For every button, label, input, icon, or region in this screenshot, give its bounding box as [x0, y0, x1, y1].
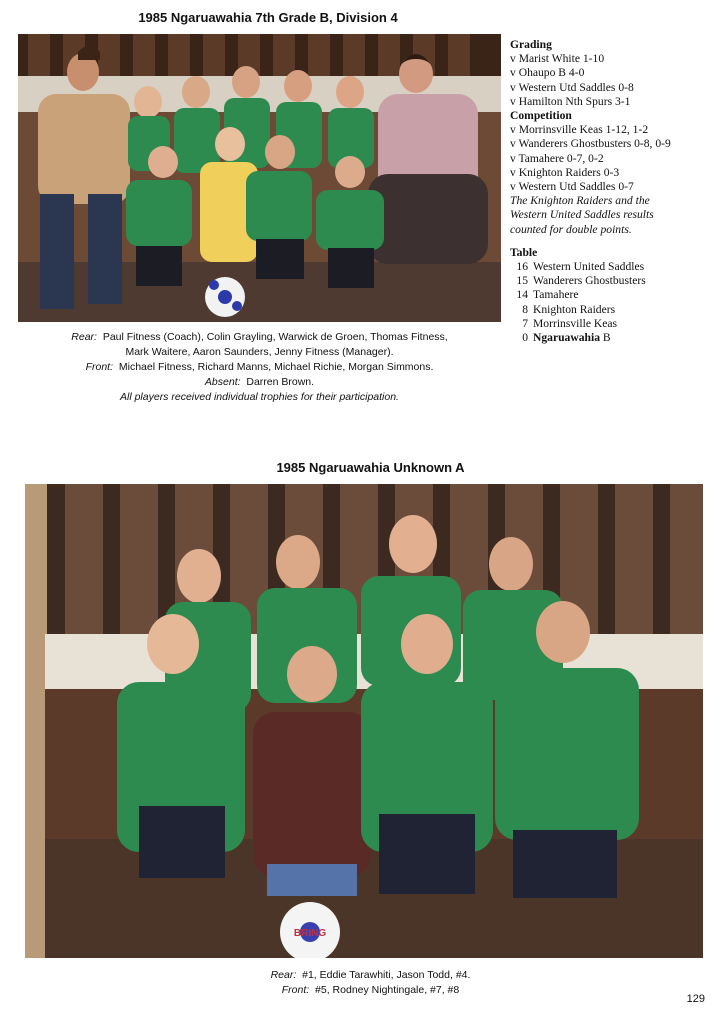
- results-note-3: counted for double points.: [510, 222, 632, 236]
- table-row: [510, 288, 715, 302]
- table-team: Wanderers Ghostbusters: [533, 274, 646, 288]
- front-names: Michael Fitness, Richard Manns, Michael Richie, Morgan Simmons.: [118, 361, 434, 373]
- competition-result: v Knighton Raiders 0-3: [510, 165, 620, 179]
- table-row: [510, 260, 715, 274]
- ball-label: BRING: [293, 928, 327, 939]
- grading-result: v Western Utd Saddles 0-8: [510, 80, 634, 94]
- table-row: [510, 331, 715, 345]
- front-names: #5, Rodney Nightingale, #7, #8: [315, 984, 460, 996]
- team1-caption-rear-line2: Mark Waitere, Aaron Saunders, Jenny Fitness (Manager).: [125, 346, 394, 358]
- table-team: Western United Saddles: [533, 260, 645, 274]
- front-label: Front:: [85, 361, 114, 373]
- team1-caption-note: All players received individual trophies for their participation.: [120, 391, 399, 403]
- rear-label: Rear:: [71, 331, 97, 343]
- absent-label: Absent:: [204, 376, 241, 388]
- competition-result: v Western Utd Saddles 0-7: [510, 180, 634, 194]
- front-label: Front:: [281, 984, 310, 996]
- page-number: 129: [686, 993, 705, 1005]
- table-points: 16: [516, 260, 528, 274]
- grading-heading: Grading: [510, 38, 552, 51]
- team1-caption: [18, 330, 501, 405]
- results-panel: [510, 38, 715, 345]
- team1-title: 1985 Ngaruawahia 7th Grade B, Division 4: [138, 10, 398, 25]
- table-points: 8: [522, 302, 528, 316]
- table-team-rest: B: [600, 331, 611, 345]
- competition-result: v Wanderers Ghostbusters 0-8, 0-9: [510, 137, 671, 151]
- team1-caption-front: [18, 360, 501, 375]
- rear-names-1: Paul Fitness (Coach), Colin Grayling, Warwick de Groen, Thomas Fitness,: [102, 331, 448, 343]
- grading-result: v Ohaupo B 4-0: [510, 66, 585, 80]
- table-row: [510, 303, 715, 317]
- team1-photo: [18, 34, 501, 322]
- table-points: 7: [522, 316, 528, 330]
- competition-result: v Morrinsville Keas 1-12, 1-2: [510, 123, 649, 137]
- team1-caption-absent: [18, 375, 501, 390]
- grading-result: v Hamilton Nth Spurs 3-1: [510, 94, 631, 108]
- results-note-1: The Knighton Raiders and the: [510, 194, 650, 208]
- rear-label: Rear:: [270, 969, 297, 981]
- results-note-2: Western United Saddles results: [510, 208, 654, 222]
- table-points: 15: [516, 274, 528, 288]
- table-points: 0: [522, 331, 528, 345]
- absent-names: Darren Brown.: [246, 376, 315, 388]
- team1-caption-rear-line1: [18, 330, 501, 345]
- table-row: [510, 274, 715, 288]
- table-row: [510, 317, 715, 331]
- team2-caption: [18, 968, 723, 998]
- team2-photo: [25, 484, 703, 958]
- table-team: Knighton Raiders: [533, 302, 616, 316]
- team2-caption-front: [18, 983, 723, 998]
- table-team-bold: Ngaruawahia: [533, 331, 600, 345]
- team2-title: 1985 Ngaruawahia Unknown A: [276, 460, 465, 475]
- table-points: 14: [516, 288, 528, 302]
- competition-result: v Tamahere 0-7, 0-2: [510, 151, 604, 165]
- rear-names: #1, Eddie Tarawhiti, Jason Todd, #4.: [302, 969, 471, 981]
- table-team: Morrinsville Keas: [533, 316, 618, 330]
- table-heading: Table: [510, 245, 538, 259]
- grading-result: v Marist White 1-10: [510, 52, 605, 66]
- competition-heading: Competition: [510, 109, 572, 123]
- table-team: Tamahere: [533, 288, 579, 302]
- team2-caption-rear: [18, 968, 723, 983]
